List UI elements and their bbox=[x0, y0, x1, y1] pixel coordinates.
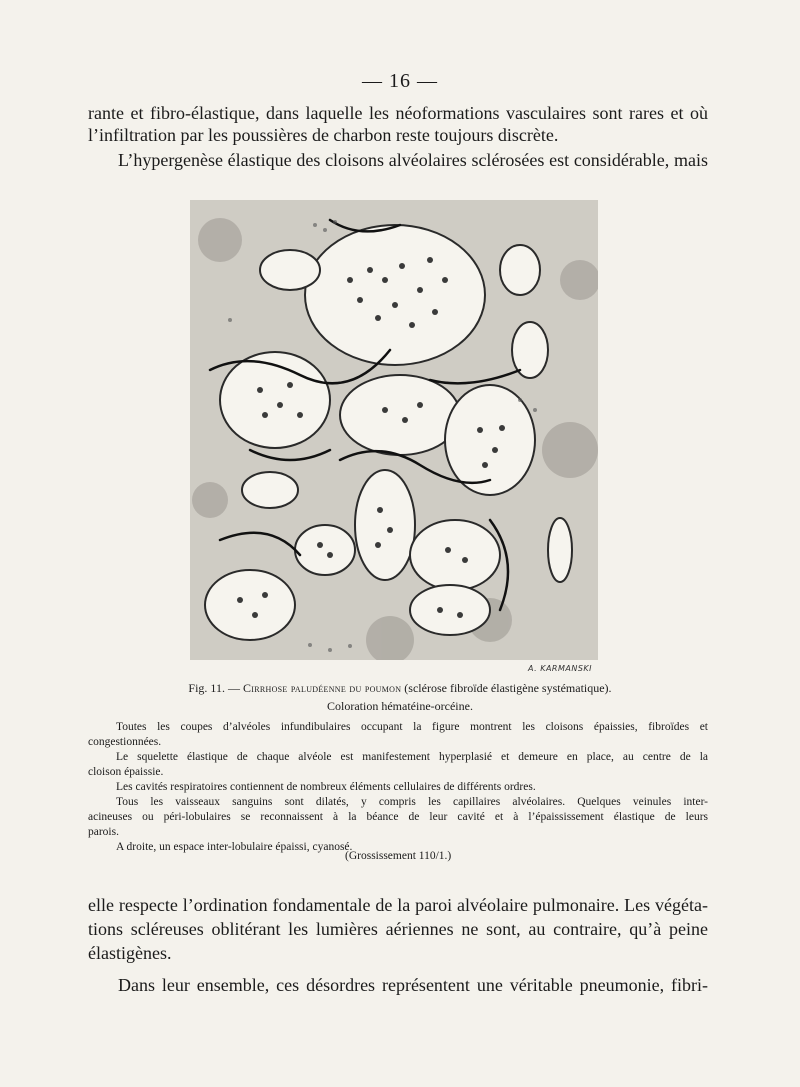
histology-illustration bbox=[190, 200, 598, 660]
caption-prefix: Fig. 11. — bbox=[188, 681, 243, 695]
figure-caption-staining: Coloration hématéine-orcéine. bbox=[327, 699, 473, 713]
description-line: cloison épaissie. bbox=[88, 766, 164, 778]
caption-rest: (sclérose fibroïde élastigène systématique). bbox=[401, 681, 612, 695]
page-number: — 16 — bbox=[362, 70, 438, 92]
description-line: Les cavités respiratoires contiennent de nombreux éléments cellulaires de différents ordres. bbox=[116, 781, 536, 793]
magnification-note: (Grossissement 110/1.) bbox=[345, 850, 452, 862]
text-line: rante et fibro-élastique, dans laquelle les néoformations vasculaires sont rares et où bbox=[88, 103, 708, 123]
description-line: congestionnées. bbox=[88, 736, 162, 748]
text-line: tions scléreuses oblitérant les lumières aériennes ne sont, au contraire, qu’à peine bbox=[88, 919, 708, 939]
description-line: acineuses ou péri-lobulaires se reconnaissent à la béance de leur cavité et à l’épaississement élastique de leurs bbox=[88, 811, 708, 823]
description-line: Tous les vaisseaux sanguins sont dilatés, y compris les capillaires alvéolaires. Quelques veinules inter- bbox=[116, 796, 708, 808]
lung-tissue-drawing bbox=[190, 200, 598, 660]
description-line: A droite, un espace inter-lobulaire épaissi, cyanosé. bbox=[116, 841, 353, 853]
text-line: Dans leur ensemble, ces désordres représentent une véritable pneumonie, fibri- bbox=[118, 975, 708, 995]
description-line: parois. bbox=[88, 826, 119, 838]
text-line: elle respecte l’ordination fondamentale de la paroi alvéolaire pulmonaire. Les végéta- bbox=[88, 895, 708, 915]
artist-signature: A. KARMANSKI bbox=[528, 664, 593, 673]
description-line: Toutes les coupes d’alvéoles infundibulaires occupant la figure montrent les cloisons épaissies, fibroïdes et bbox=[116, 721, 708, 733]
body-paragraph-bottom bbox=[88, 893, 708, 997]
text-line: l’infiltration par les poussières de charbon reste toujours discrète. bbox=[88, 125, 559, 145]
caption-heading: Cirrhose paludéenne du poumon bbox=[242, 681, 402, 695]
figure-description bbox=[88, 720, 708, 855]
figure-caption-title bbox=[150, 681, 650, 696]
text-line: L’hypergenèse élastique des cloisons alvéolaires sclérosées est considérable, mais bbox=[118, 150, 708, 170]
text-line: élastigènes. bbox=[88, 943, 172, 963]
description-line: Le squelette élastique de chaque alvéole est manifestement hyperplasié et demeure en place, au centre de la bbox=[116, 751, 708, 763]
body-paragraph-top bbox=[88, 102, 708, 171]
